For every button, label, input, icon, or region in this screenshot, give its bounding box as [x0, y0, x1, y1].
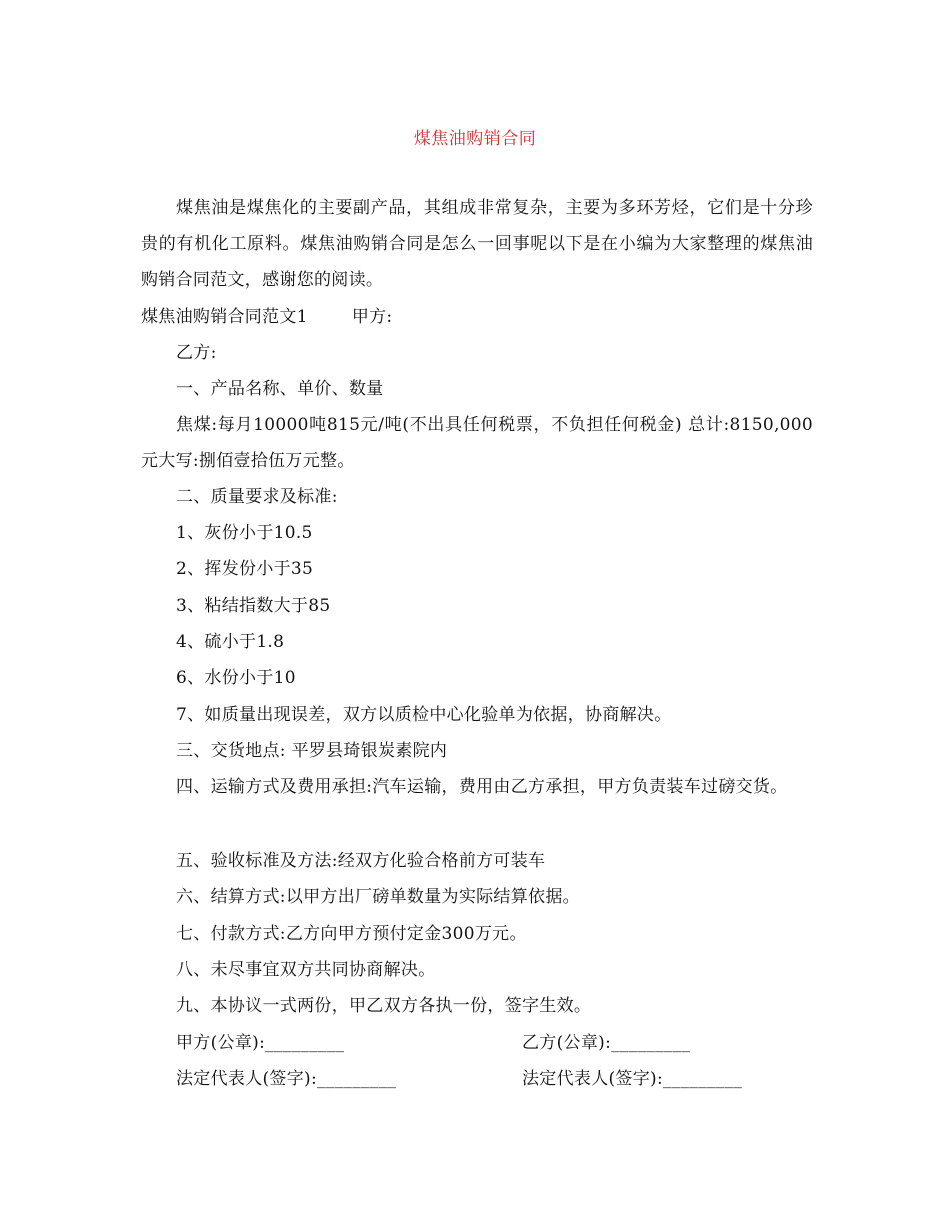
party-b-seal-field: 乙方(公章):_________ [522, 1033, 691, 1053]
quality-item-6: 6、水份小于10 [176, 668, 296, 688]
quality-item-7: 7、如质量出现误差，双方以质检中心化验单为依据，协商解决。 [176, 705, 672, 725]
sample-heading: 煤焦油购销合同范文1 [141, 307, 308, 327]
quality-item-1: 1、灰份小于10.5 [176, 523, 313, 543]
intro-paragraph: 煤焦油是煤焦化的主要副产品，其组成非常复杂，主要为多环芳烃，它们是十分珍贵的有机化工原料。煤焦油购销合同是怎么一回事呢以下是在小编为大家整理的煤焦油购销合同范文，感谢您的阅读。 [141, 198, 813, 290]
party-b-representative-field: 法定代表人(签字):_________ [522, 1069, 743, 1089]
section-3: 三、交货地点: 平罗县琦银炭素院内 [176, 741, 448, 761]
section-7: 七、付款方式:乙方向甲方预付定金300万元。 [176, 924, 527, 944]
section-2-heading: 二、质量要求及标准: [176, 487, 338, 507]
section-6: 六、结算方式:以甲方出厂磅单数量为实际结算依据。 [176, 887, 580, 907]
section-9: 九、本协议一式两份，甲乙双方各执一份，签字生效。 [176, 996, 592, 1016]
section-8: 八、未尽事宜双方共同协商解决。 [176, 960, 436, 980]
section-5: 五、验收标准及方法:经双方化验合格前方可装车 [176, 851, 546, 871]
section-4: 四、运输方式及费用承担:汽车运输，费用由乙方承担，甲方负责装车过磅交货。 [176, 777, 788, 797]
document-title: 煤焦油购销合同 [413, 129, 537, 149]
quality-item-3: 3、粘结指数大于85 [176, 596, 331, 616]
party-a-seal-field: 甲方(公章):_________ [176, 1033, 345, 1053]
quality-item-2: 2、挥发份小于35 [176, 559, 314, 579]
quality-item-4: 4、硫小于1.8 [176, 632, 285, 652]
party-b-label: 乙方: [176, 343, 217, 363]
party-a-representative-field: 法定代表人(签字):_________ [176, 1069, 397, 1089]
product-paragraph: 焦煤:每月10000吨815元/吨(不出具任何税票，不负担任何税金) 总计:8150,000元大写:捌佰壹拾伍万元整。 [141, 415, 813, 471]
party-a-label: 甲方: [351, 307, 393, 327]
section-1-heading: 一、产品名称、单价、数量 [176, 379, 384, 399]
sample-heading-line [141, 299, 392, 335]
